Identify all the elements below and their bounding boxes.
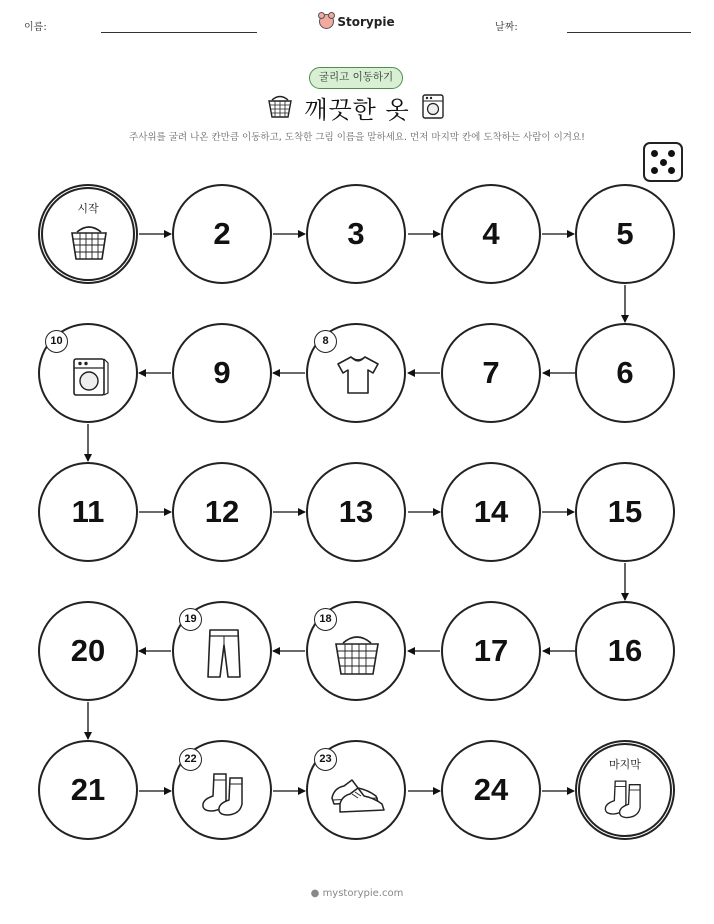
- space-number: 24: [473, 772, 509, 807]
- t-shirt-icon: [334, 353, 382, 397]
- space-number: 15: [607, 494, 643, 529]
- page-title: 깨끗한 옷: [304, 96, 410, 124]
- space-number: 3: [347, 216, 365, 251]
- laundry-basket-icon: [332, 631, 382, 677]
- space-24: [441, 740, 541, 840]
- socks-icon: [601, 777, 649, 819]
- space-number: 13: [338, 494, 374, 529]
- space-number: 5: [616, 216, 634, 251]
- laundry-basket-icon: [68, 222, 110, 262]
- space-number: 6: [616, 355, 634, 390]
- space-start: [38, 184, 138, 284]
- name-label: 이름:: [24, 22, 47, 33]
- space-7: [441, 323, 541, 423]
- space-3: [306, 184, 406, 284]
- socks-icon: [198, 770, 252, 816]
- date-label: 날짜:: [495, 22, 518, 33]
- space-number: 14: [473, 494, 509, 529]
- footer: [0, 888, 714, 899]
- space-badge: 19: [179, 608, 202, 631]
- pants-icon: [205, 627, 243, 681]
- space-number: 7: [482, 355, 500, 390]
- space-6: [575, 323, 675, 423]
- space-number: 9: [213, 355, 231, 390]
- space-number: 17: [473, 633, 509, 668]
- space-14: [441, 462, 541, 562]
- space-15: [575, 462, 675, 562]
- space-17: [441, 601, 541, 701]
- space-12: [172, 462, 272, 562]
- space-finish: [575, 740, 675, 840]
- space-number: 4: [482, 216, 500, 251]
- space-21: [38, 740, 138, 840]
- space-5: [575, 184, 675, 284]
- bear-logo-icon: ●: [310, 888, 323, 899]
- space-2: [172, 184, 272, 284]
- space-number: 2: [213, 216, 231, 251]
- brand-name: Storypie: [337, 15, 395, 29]
- space-badge: 22: [179, 748, 202, 771]
- space-11: [38, 462, 138, 562]
- footer-url[interactable]: mystorypie.com: [322, 888, 404, 899]
- washing-machine-icon: [70, 355, 110, 399]
- space-20: [38, 601, 138, 701]
- space-16: [575, 601, 675, 701]
- space-number: 12: [204, 494, 240, 529]
- space-number: 21: [70, 772, 106, 807]
- space-number: 20: [70, 633, 106, 668]
- space-9: [172, 323, 272, 423]
- space-number: 16: [607, 633, 643, 668]
- space-badge: 10: [45, 330, 68, 353]
- space-number: 11: [71, 494, 105, 529]
- space-badge: 8: [314, 330, 337, 353]
- start-label: 시작: [77, 202, 99, 215]
- space-badge: 23: [314, 748, 337, 771]
- space-badge: 18: [314, 608, 337, 631]
- space-4: [441, 184, 541, 284]
- sneakers-icon: [328, 774, 388, 814]
- finish-label: 마지막: [609, 758, 641, 771]
- instructions: 주사위를 굴려 나온 칸만큼 이동하고, 도착한 그림 이름을 말하세요. 먼저 마지막 칸에 도착하는 사람이 이겨요!: [129, 132, 585, 143]
- space-13: [306, 462, 406, 562]
- activity-tag: 굴리고 이동하기: [309, 67, 403, 89]
